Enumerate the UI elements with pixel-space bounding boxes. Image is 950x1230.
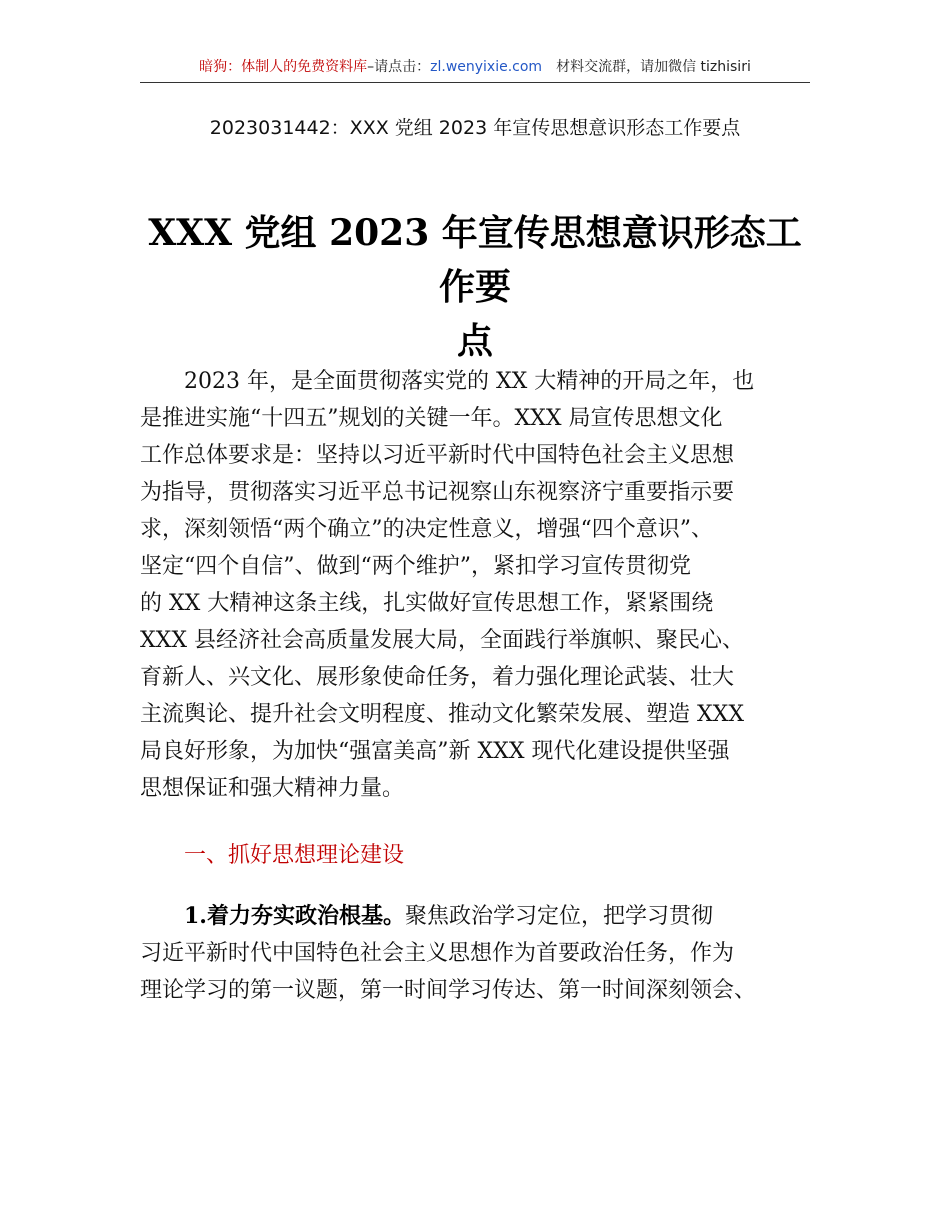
promo-header (140, 56, 810, 83)
intro-line: 思想保证和强大精神力量。 (140, 776, 405, 801)
contact-info: 材料交流群，请加微信 tizhisiri (556, 59, 751, 75)
intro-line: 工作总体要求是：坚持以习近平新时代中国特色社会主义思想 (140, 443, 735, 468)
item-1-first-rest: 聚焦政治学习定位，把学习贯彻 (404, 904, 713, 929)
item-1-line: 习近平新时代中国特色社会主义思想作为首要政治任务，作为 (140, 941, 735, 966)
document-body (140, 363, 820, 1009)
intro-line: 是推进实施“十四五”规划的关键一年。XXX 局宣传思想文化 (140, 406, 723, 431)
document-title (140, 206, 810, 368)
intro-line: 的 XX 大精神这条主线，扎实做好宣传思想工作，紧紧围绕 (140, 591, 714, 616)
section-heading-1: 一、抓好思想理论建设 (184, 843, 405, 868)
title-line-2: 点 (456, 320, 493, 362)
intro-line: XXX 县经济社会高质量发展大局，全面践行举旗帜、聚民心、 (140, 628, 744, 653)
item-1-lead: 1.着力夯实政治根基。 (184, 903, 405, 929)
intro-line: 求，深刻领悟“两个确立”的决定性意义，增强“四个意识”、 (140, 517, 713, 542)
intro-line: 坚定“四个自信”、做到“两个维护”，紧扣学习宣传贯彻党 (140, 554, 691, 579)
site-link[interactable]: zl.wenyixie.com (430, 59, 543, 75)
intro-line: 2023 年，是全面贯彻落实党的 XX 大精神的开局之年，也 (184, 369, 755, 394)
document-id-line: 2023031442：XXX 党组 2023 年宣传思想意识形态工作要点 (209, 117, 741, 139)
item-1-first-line (140, 898, 820, 935)
intro-line: 主流舆论、提升社会文明程度、推动文化繁荣发展、塑造 XXX (140, 702, 744, 727)
title-line-1: XXX 党组 2023 年宣传思想意识形态工作要 (148, 212, 802, 308)
intro-line: 育新人、兴文化、展形象使命任务，着力强化理论武装、壮大 (140, 665, 735, 690)
promo-click-label: –请点击： (367, 59, 431, 75)
intro-line: 局良好形象，为加快“强富美高”新 XXX 现代化建设提供坚强 (140, 739, 730, 764)
intro-line: 为指导，贯彻落实习近平总书记视察山东视察济宁重要指示要 (140, 480, 735, 505)
item-1-line: 理论学习的第一议题，第一时间学习传达、第一时间深刻领会、 (140, 978, 757, 1003)
promo-title: 暗狗：体制人的免费资料库 (199, 59, 368, 75)
